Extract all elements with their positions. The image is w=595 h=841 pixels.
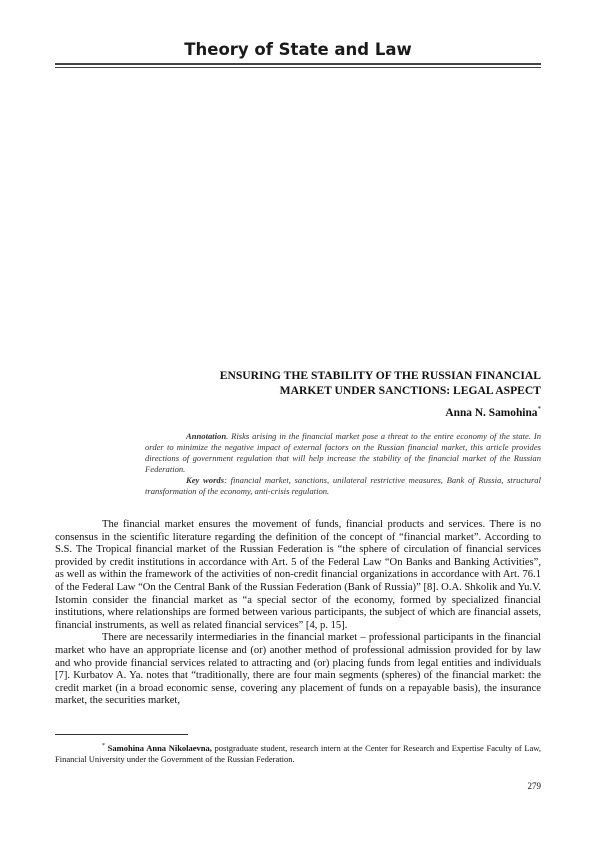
footnote: [55, 741, 541, 766]
body-paragraph: The financial market ensures the movement of funds, financial products and services. There is no consensus in the scientific literature regarding the definition of the concept of “financial market”. According to S.S. The Tropical financial market of the Russian Federation is “the sphere of circulation of financial services provided by credit institutions in accordance with Art. 5 of the Federal Law “On Banks and Banking Activities”, as well as within the framework of the activities of non-credit financial organizations in accordance with Art. 76.1 of the Federal Law “On the Central Bank of the Russian Federation (Bank of Russia)” [8]. O.A. Shkolik and Yu.V. Istomin consider the financial market as “a special sector of the economy, formed by specialized financial institutions, where relationships are formed between various participants, the subject of which are financial assets, financial instruments, as well as related financial services” [4, p. 15].: [55, 519, 541, 631]
body-paragraph: There are necessarily intermediaries in the financial market – professional participants in the financial market who have an appropriate license and (or) another method of professional admission provided for by law and who provide financial services related to attracting and (or) placing funds from legal entities and individuals [7]. Kurbatov A. Ya. notes that “traditionally, there are four main segments (spheres) of the financial market: the credit market (in a broad economic sense, covering any placement of funds on a repayable basis), the insurance market, the securities market,: [55, 632, 541, 707]
footnote-text: postgraduate student, research intern at the Center for Research and Expertise Faculty of Law, Financial University under the Government of the Russian Federation.: [55, 742, 542, 765]
annotation-label: Annotation: [186, 431, 227, 441]
keywords-text: : financial market, sanctions, unilateral restrictive measures, Bank of Russia, structural transformation of the economy, anti-crisis regulation.: [145, 475, 541, 496]
footnote-divider: [55, 734, 188, 735]
annotation-paragraph: [145, 431, 541, 475]
article-body: [55, 519, 541, 708]
annotation-block: [145, 431, 541, 497]
footnote-mark: *: [102, 743, 105, 749]
header-rule-thin: [55, 67, 541, 68]
article-title-line-1: ENSURING THE STABILITY OF THE RUSSIAN FINANCIAL: [219, 369, 541, 382]
footnote-paragraph: [55, 741, 541, 766]
footnote-author-name: Samohina Anna Nikolaevna,: [107, 742, 212, 753]
article-title-line-2: MARKET UNDER SANCTIONS: LEGAL ASPECT: [279, 384, 541, 397]
section-header-title: Theory of State and Law: [184, 40, 412, 59]
page-number: 279: [527, 781, 541, 791]
author-name: Anna N. Samohina: [445, 406, 538, 419]
annotation-text: . Risks arising in the financial market pose a threat to the entire economy of the state. In order to minimize the negative impact of external factors on the Russian financial market, this article provides directions of government regulation that will help increase the stability of the financial market of the Russian Federation.: [145, 431, 541, 474]
article-title: [150, 368, 541, 398]
keywords-label: Key words: [186, 475, 225, 485]
keywords-paragraph: [145, 475, 541, 497]
article-author: [300, 405, 541, 419]
author-footnote-mark: *: [537, 405, 541, 413]
header-rule-thick: [55, 63, 541, 65]
